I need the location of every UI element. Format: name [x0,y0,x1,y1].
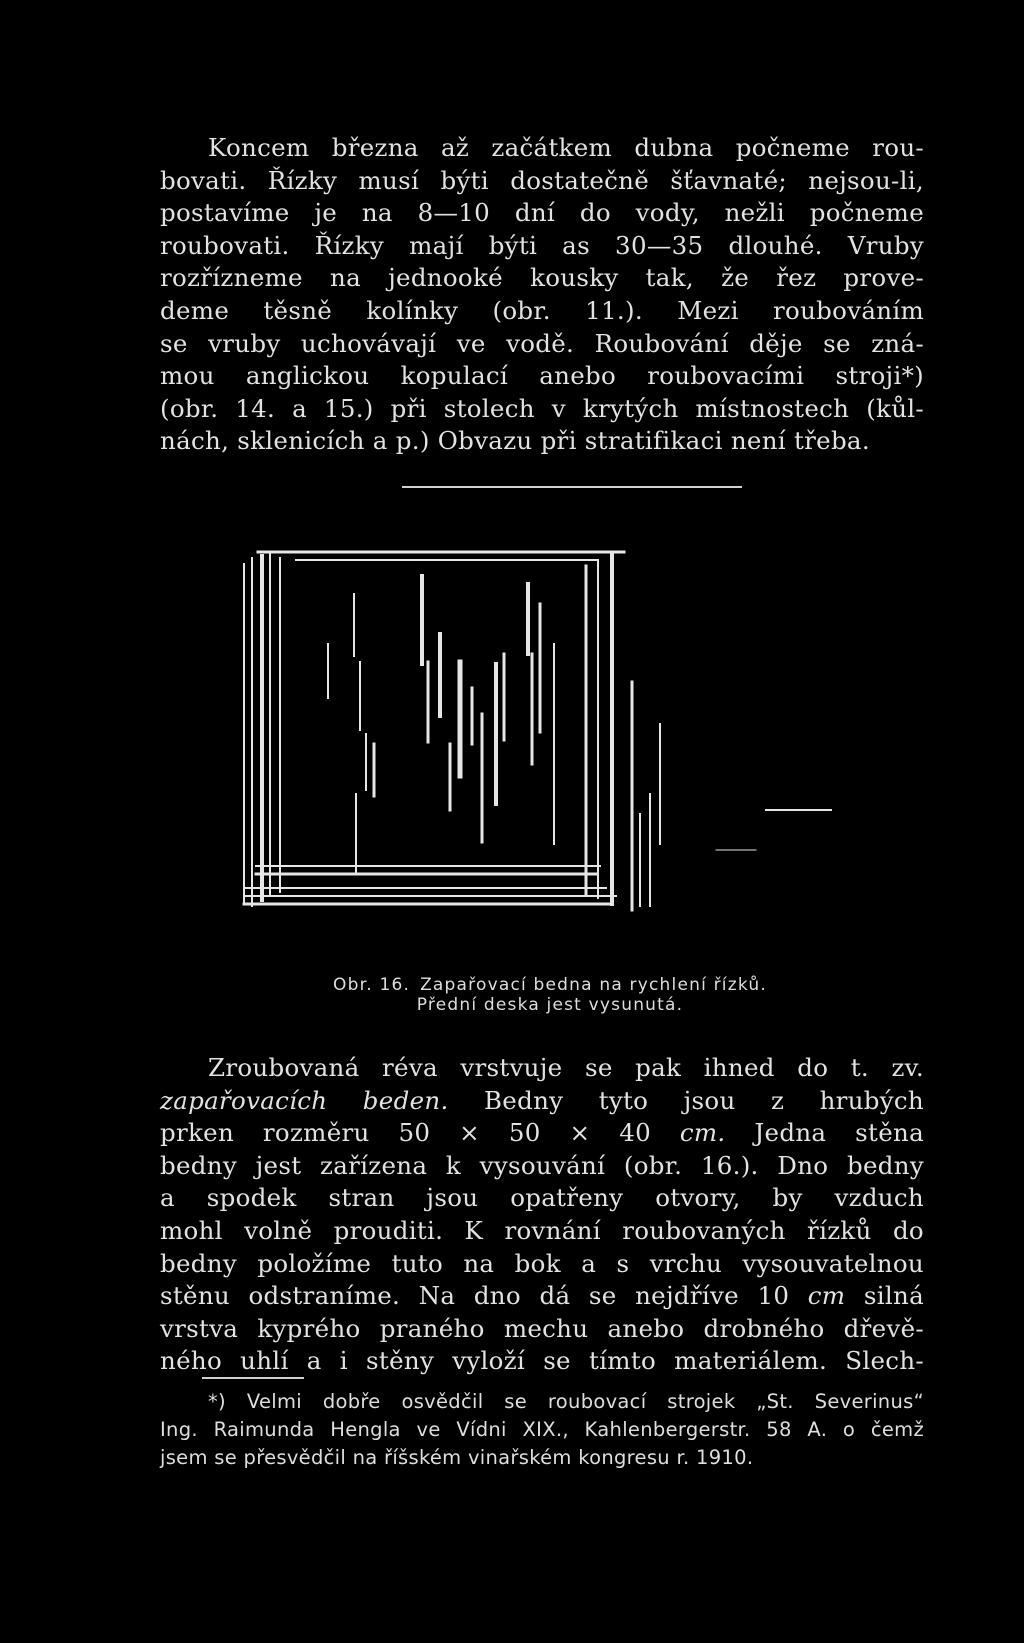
text-line: mou anglickou kopulací anebo roubovacími stroji*) [160,361,924,391]
text-line: bedny jest zařízena k vysouvání (obr. 16.). Dno bedny [160,1150,924,1180]
figure-note: Přední deska jest vysunutá. [416,995,684,1015]
text-line: ného uhlí a i stěny vyloží se tímto materiálem. Slech- [160,1346,924,1376]
paragraph-grafting [160,132,924,458]
text-line: roubovati. Řízky mají býti as 30—35 dlouhé. Vruby [160,230,924,260]
text-line: (obr. 14. a 15.) při stolech v krytých místnostech (kůl- [160,393,924,423]
text-line: Zroubovaná réva vrstvuje se pak ihned do t. zv. [208,1053,924,1082]
section-divider [402,486,742,488]
text-line: bedny položíme tuto na bok a s vrchu vysouvatelnou [160,1248,924,1278]
footnote-divider [202,1377,304,1379]
footnote-line: jsem se přesvědčil na říšském vinařském kongresu r. 1910. [160,1446,754,1469]
text-line: postavíme je na 8—10 dní do vody, nežli počneme [160,198,924,228]
figure-title: Zapařovací bedna na rychlení řízků. [420,975,767,995]
footnote [160,1388,924,1472]
text-line: deme těsně kolínky (obr. 11.). Mezi roubováním [160,295,924,325]
italic-term: zapařovacích beden. [160,1085,449,1115]
unit-cm: cm [807,1281,846,1311]
text-line: mohl volně prouditi. K rovnání roubovaných řízků do [160,1215,924,1245]
text-line: bovati. Řízky musí býti dostatečně šťavnaté; nejsou-li, [160,165,924,195]
text-line: rozřízneme na jednooké kousky tak, že řez prove- [160,263,924,293]
text-line: zapařovacích beden. Bedny tyto jsou z hrubých [160,1085,924,1115]
footnote-line: *) Velmi dobře osvědčil se roubovací strojek „St. Severinus“ [208,1390,924,1413]
text-line: nách, sklenicích a p.) Obvazu při stratifikaci není třeba. [160,426,870,456]
text-line: stěnu odstraníme. Na dno dá se nejdříve 10 cm silná [160,1281,924,1311]
unit-cm: cm. [679,1118,726,1148]
forcing-box-illustration [236,544,832,956]
paragraph-forcing-boxes [160,1052,924,1378]
figure-caption [300,975,800,1015]
text-line: vrstva kyprého praného mechu anebo drobného dřevě- [160,1313,924,1343]
text-line: se vruby uchovávají ve vodě. Roubování děje se zná- [160,328,924,358]
text-line: Koncem března až začátkem dubna počneme rou- [208,133,924,162]
text-line: prken rozměru 50 × 50 × 40 cm. Jedna stěna [160,1118,924,1148]
footnote-line: Ing. Raimunda Hengla ve Vídni XIX., Kahlenbergerstr. 58 A. o čemž [160,1418,924,1441]
text-line: a spodek stran jsou opatřeny otvory, by vzduch [160,1183,924,1213]
figure-number: Obr. 16. [333,975,411,995]
